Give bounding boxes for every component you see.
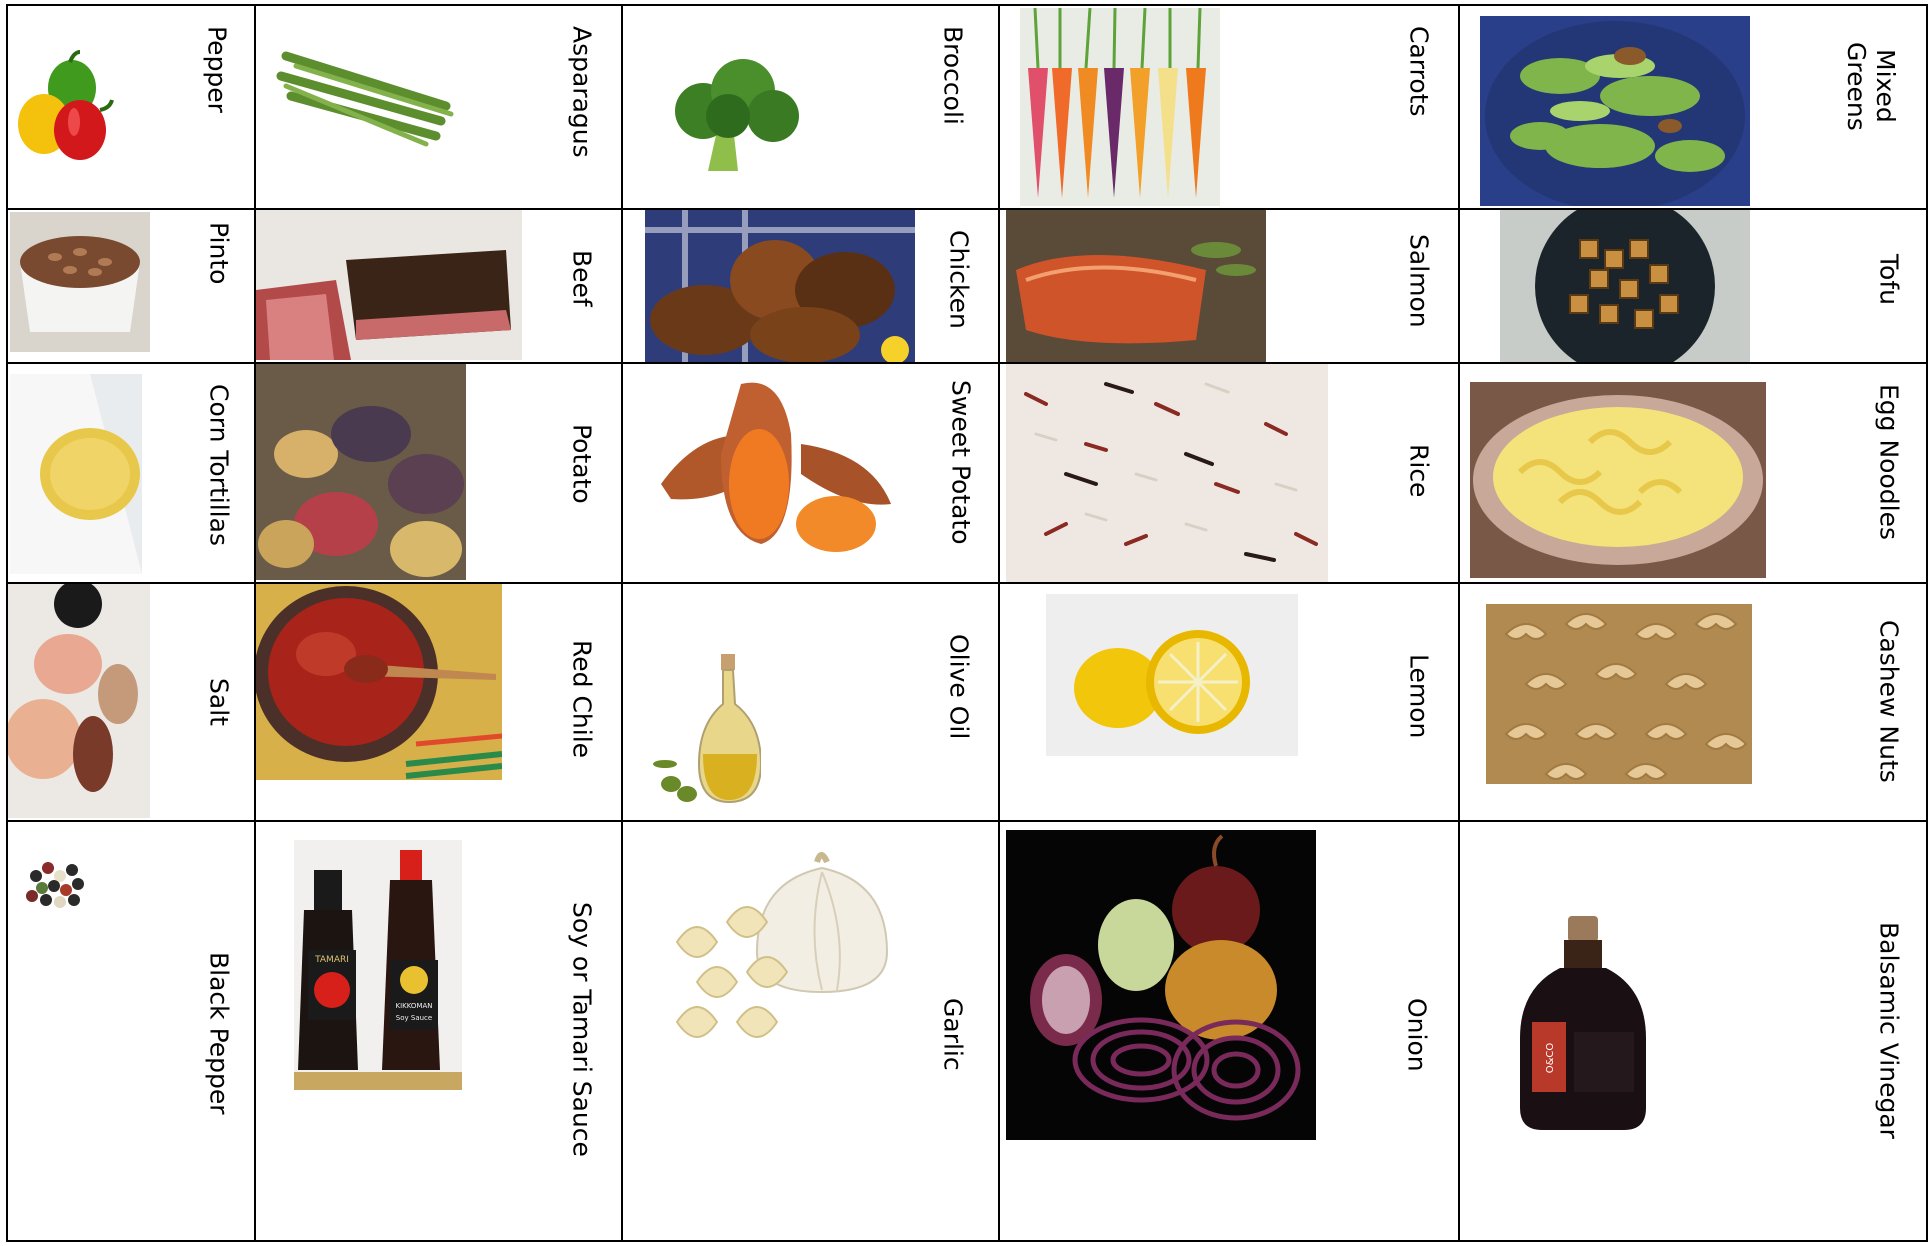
rice-icon	[1006, 364, 1328, 582]
chicken-icon	[645, 210, 915, 362]
soy-sauce-icon	[294, 840, 462, 1090]
tofu-icon	[1500, 210, 1750, 362]
ingredient-label: Egg Noodles	[1874, 384, 1904, 540]
garlic-icon	[637, 842, 927, 1072]
bell-pepper-icon	[14, 48, 114, 168]
cell-mixed-greens	[1459, 5, 1927, 209]
salmon-icon	[1006, 210, 1266, 362]
grid-row	[7, 363, 1927, 583]
onion-icon	[1006, 830, 1316, 1140]
cell-red-chile	[255, 583, 622, 821]
cell-garlic	[622, 821, 999, 1241]
ingredient-label: Salt	[204, 678, 234, 726]
cell-balsamic-vinegar	[1459, 821, 1927, 1241]
ingredient-label: Rice	[1404, 444, 1434, 498]
tamari-label-text: TAMARI	[315, 955, 349, 965]
ingredient-label: Beef	[567, 250, 597, 307]
cell-black-pepper	[7, 821, 255, 1241]
cell-carrots	[999, 5, 1459, 209]
cell-chicken	[622, 209, 999, 363]
cell-asparagus	[255, 5, 622, 209]
kikkoman-label-text: KIKKOMAN	[395, 1002, 433, 1010]
red-chile-icon	[256, 584, 502, 780]
cell-potato	[255, 363, 622, 583]
cell-soy-tamari	[255, 821, 622, 1241]
tortilla-icon	[10, 374, 142, 574]
ingredient-label: Corn Tortillas	[204, 384, 234, 546]
vinegar-bottle-icon	[1520, 912, 1650, 1132]
cell-salt	[7, 583, 255, 821]
cell-onion	[999, 821, 1459, 1241]
ingredient-label: Pinto	[204, 222, 234, 285]
ingredient-label: Chicken	[944, 230, 974, 329]
soy-sauce-label-text: Soy Sauce	[395, 1014, 433, 1022]
ingredient-label: Olive Oil	[944, 634, 974, 740]
grid-row	[7, 209, 1927, 363]
salt-icon	[8, 584, 150, 818]
ingredient-label: Mixed Greens	[1842, 41, 1900, 131]
ingredient-label: Red Chile	[567, 640, 597, 759]
ingredient-label: Balsamic Vinegar	[1874, 922, 1904, 1139]
sweet-potato-icon	[651, 374, 891, 574]
cell-salmon	[999, 209, 1459, 363]
ingredient-label: Carrots	[1404, 26, 1434, 117]
asparagus-icon	[266, 26, 466, 186]
ingredient-label: Pepper	[202, 26, 232, 113]
cell-pepper	[7, 5, 255, 209]
peppercorn-icon	[16, 846, 96, 926]
broccoli-icon	[658, 56, 808, 176]
cashew-icon	[1486, 604, 1752, 784]
cell-corn-tortillas	[7, 363, 255, 583]
cell-sweet-potato	[622, 363, 999, 583]
grid-row	[7, 583, 1927, 821]
cell-olive-oil	[622, 583, 999, 821]
cell-lemon	[999, 583, 1459, 821]
ingredient-sheet	[6, 4, 1926, 1244]
lemon-icon	[1046, 594, 1298, 756]
potato-icon	[256, 364, 466, 580]
carrots-icon	[1020, 8, 1220, 206]
ingredient-label: Tofu	[1874, 254, 1904, 305]
cell-cashew-nuts	[1459, 583, 1927, 821]
ingredient-label: Salmon	[1404, 234, 1434, 328]
ingredient-label: Lemon	[1404, 654, 1434, 739]
ingredient-label: Garlic	[938, 998, 968, 1071]
olive-oil-icon	[651, 644, 761, 804]
ingredient-label: Sweet Potato	[946, 380, 976, 545]
ingredient-label: Asparagus	[567, 26, 597, 158]
ingredient-label: Onion	[1402, 998, 1432, 1072]
vinegar-brand-text: O&CO	[1545, 1042, 1556, 1074]
ingredient-label: Broccoli	[938, 26, 968, 125]
cell-pinto	[7, 209, 255, 363]
egg-noodles-icon	[1470, 382, 1766, 578]
grid-row	[7, 821, 1927, 1241]
ingredient-label: Cashew Nuts	[1874, 620, 1904, 783]
cell-tofu	[1459, 209, 1927, 363]
ingredient-label: Soy or Tamari Sauce	[567, 902, 597, 1157]
ingredient-grid	[6, 4, 1928, 1242]
cell-rice	[999, 363, 1459, 583]
salad-icon	[1480, 16, 1750, 206]
pinto-beans-icon	[10, 212, 150, 352]
grid-row	[7, 5, 1927, 209]
cell-egg-noodles	[1459, 363, 1927, 583]
ingredient-label: Black Pepper	[204, 952, 234, 1115]
cell-broccoli	[622, 5, 999, 209]
ingredient-label: Potato	[567, 424, 597, 504]
steak-icon	[256, 210, 522, 360]
cell-beef	[255, 209, 622, 363]
